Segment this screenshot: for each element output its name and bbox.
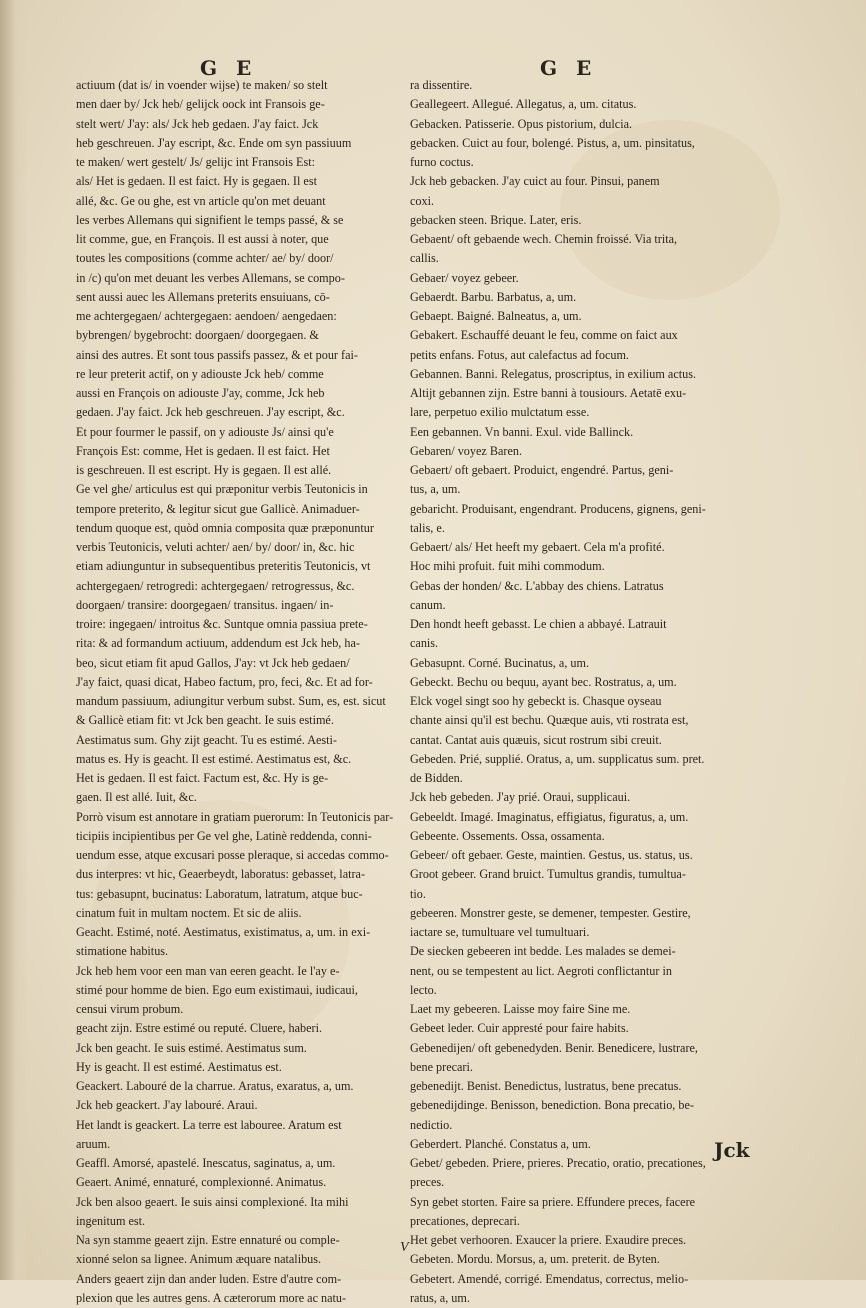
text-line: Gebaer/ voyez gebeer. bbox=[410, 270, 519, 285]
text-line: lare, perpetuo exilio mulctatum esse. bbox=[410, 405, 590, 420]
text-line: etiam adiunguntur in subsequentibus preteritis Teutonicis, vt bbox=[76, 559, 371, 574]
text-line: Jck heb geackert. J'ay labouré. Araui. bbox=[76, 1098, 258, 1113]
text-line: troire: ingegaen/ introitus &c. Suntque omnia passiua prete- bbox=[76, 617, 368, 631]
text-line: ticipiis incipientibus per Ge vel ghe, Latinè reddenda, conni- bbox=[76, 828, 372, 843]
text-line: gebacken. Cuict au four, bolengé. Pistus, a, um. pinsitatus, bbox=[410, 135, 695, 150]
text-line: canum. bbox=[410, 597, 446, 612]
text-line: Ge vel ghe/ articulus est qui præponitur verbis Teutonicis in bbox=[76, 482, 368, 497]
text-line: Laet my gebeeren. Laisse moy faire Sine me. bbox=[410, 1002, 631, 1016]
text-line: bene precari. bbox=[410, 1059, 473, 1074]
text-line: cantat. Cantat auis quæuis, sicut rostrum sibi creuit. bbox=[410, 732, 662, 747]
text-line: gebenedijt. Benist. Benedictus, lustratus, bene precatus. bbox=[410, 1079, 682, 1093]
text-line: Anders geaert zijn dan ander luden. Estre d'autre com- bbox=[76, 1271, 342, 1286]
text-line: is geschreuen. Il est escript. Hy is gegaen. Il est allé. bbox=[76, 463, 332, 477]
text-line: doorgaen/ transire: doorgegaen/ transitus. ingaen/ in- bbox=[76, 597, 334, 612]
text-line: Het is gedaen. Il est faict. Factum est, &c. Hy is ge- bbox=[76, 771, 329, 785]
text-line: Gebeet leder. Cuir appresté pour faire habits. bbox=[410, 1021, 629, 1036]
text-line: mandum passiuum, adiungitur verbum subst. Sum, es, est. sicut bbox=[76, 694, 386, 708]
text-line: toutes les compositions (comme achter/ ae/ by/ door/ bbox=[76, 251, 334, 266]
text-line: Hy is geacht. Il est estimé. Aestimatus est. bbox=[76, 1059, 282, 1074]
text-line: Porrò visum est annotare in gratiam puerorum: In Teutonicis par- bbox=[76, 809, 394, 824]
text-line: aruum. bbox=[76, 1136, 111, 1151]
text-line: censui virum probum. bbox=[76, 1002, 184, 1016]
text-line: Gebeten. Mordu. Morsus, a, um. preterit. de Byten. bbox=[410, 1252, 660, 1267]
text-line: ra dissentire. bbox=[410, 78, 473, 92]
text-line: ratus, a, um. bbox=[410, 1290, 470, 1305]
text-line: gedaen. J'ay faict. Jck heb geschreuen. J'ay escript, &c. bbox=[76, 405, 345, 420]
text-line: Groot gebeer. Grand bruict. Tumultus grandis, tumultua- bbox=[410, 867, 686, 882]
text-line: callis. bbox=[410, 251, 439, 266]
text-line: Geacht. Estimé, noté. Aestimatus, existimatus, a, um. in exi- bbox=[76, 925, 371, 939]
text-line: gebenedijdinge. Benisson, benediction. Bona precatio, be- bbox=[410, 1098, 694, 1113]
text-line: men daer by/ Jck heb/ gelijck oock int Fransois ge- bbox=[76, 97, 325, 112]
text-line: dus interpres: vt hic, Geaerbeydt, laboratus: gebasset, latra- bbox=[76, 867, 366, 882]
text-line: tio. bbox=[410, 886, 426, 901]
text-line: Geackert. Labouré de la charrue. Aratus, exaratus, a, um. bbox=[76, 1079, 354, 1093]
text-line: stimé pour homme de bien. Ego eum existimaui, iudicaui, bbox=[76, 982, 358, 997]
binding-gutter bbox=[0, 0, 28, 1280]
text-line: geacht zijn. Estre estimé ou reputé. Cluere, haberi. bbox=[76, 1021, 323, 1036]
text-line: Gebacken. Patisserie. Opus pistorium, dulcia. bbox=[410, 116, 633, 131]
text-line: uendum esse, atque excusari posse pleraque, si accedas commo- bbox=[76, 848, 389, 862]
text-line: preces. bbox=[410, 1175, 445, 1190]
text-line: re leur preterit actif, on y adiouste Jck heb/ comme bbox=[76, 366, 324, 381]
text-line: Jck heb gebacken. J'ay cuict au four. Pinsui, panem bbox=[410, 174, 660, 189]
text-line: gebacken steen. Brique. Later, eris. bbox=[410, 212, 582, 227]
text-line: allé, &c. Ge ou ghe, est vn article qu'on met deuant bbox=[76, 193, 326, 208]
text-line: sent aussi auec les Allemans preterits ensuiuans, cō- bbox=[76, 289, 330, 304]
text-line: Gebeckt. Bechu ou bequu, ayant bec. Rostratus, a, um. bbox=[410, 674, 677, 689]
text-line: Jck ben alsoo geaert. Ie suis ainsi complexioné. Ita mihi bbox=[76, 1194, 349, 1209]
catchword: Jck bbox=[714, 1138, 750, 1162]
text-line: xionné selon sa lignee. Animum æquare natalibus. bbox=[76, 1252, 322, 1267]
text-line: Gebaert/ als/ Het heeft my gebaert. Cela m'a profité. bbox=[410, 540, 665, 554]
text-line: Gebeer/ oft gebaer. Geste, maintien. Gestus, us. status, us. bbox=[410, 848, 693, 862]
text-line: Aestimatus sum. Ghy zijt geacht. Tu es estimé. Aesti- bbox=[76, 732, 337, 747]
text-line: Geaffl. Amorsé, apastelé. Inescatus, saginatus, a, um. bbox=[76, 1156, 336, 1170]
text-line: les verbes Allemans qui signifient le temps passé, & se bbox=[76, 212, 344, 227]
text-line: talis, e. bbox=[410, 520, 445, 535]
text-line: gebaricht. Produisant, engendrant. Producens, gignens, geni- bbox=[410, 501, 706, 516]
text-line: plexion que les autres gens. A cæterorum more ac natu- bbox=[76, 1290, 347, 1305]
text-line: de Bidden. bbox=[410, 771, 463, 785]
text-line: Geallegeert. Allegué. Allegatus, a, um. citatus. bbox=[410, 97, 637, 112]
text-line: Jck ben geacht. Ie suis estimé. Aestimatus sum. bbox=[76, 1040, 307, 1055]
text-line: Gebaept. Baigné. Balneatus, a, um. bbox=[410, 309, 582, 323]
text-line: ingenitum est. bbox=[76, 1213, 146, 1228]
text-line: matus es. Hy is geacht. Il est estimé. Aestimatus est, &c. bbox=[76, 751, 352, 766]
text-line: verbis Teutonicis, veluti achter/ aen/ by/ door/ in, &c. hic bbox=[76, 540, 355, 554]
text-line: actiuum (dat is/ in voender wijse) te maken/ so stelt bbox=[76, 78, 328, 92]
text-line: precationes, deprecari. bbox=[410, 1213, 520, 1228]
signature-mark: V bbox=[400, 1240, 409, 1255]
text-line: Den hondt heeft gebasst. Le chien a abbayé. Latrauit bbox=[410, 617, 667, 631]
text-line: J'ay faict, quasi dicat, Habeo factum, pro, feci, &c. Et ad for- bbox=[76, 674, 373, 689]
text-line: achtergegaen/ retrogredi: achtergegaen/ retrogressus, &c. bbox=[76, 578, 355, 593]
text-line: te maken/ wert gestelt/ Js/ gelijc int Fransois Est: bbox=[76, 155, 315, 169]
text-line: iactare se, tumultuare vel tumultuari. bbox=[410, 925, 590, 939]
running-head-left: G E bbox=[200, 56, 258, 80]
right-column bbox=[410, 76, 754, 1308]
text-line: tus, a, um. bbox=[410, 482, 461, 497]
text-line: & Gallicè etiam fit: vt Jck ben geacht. Ie suis estimé. bbox=[76, 713, 334, 728]
text-line: Na syn stamme geaert zijn. Estre ennaturé ou comple- bbox=[76, 1233, 340, 1247]
text-line: cinatum fuit in multam noctem. Et sic de aliis. bbox=[76, 905, 302, 920]
text-line: Altijt gebannen zijn. Estre banni à tousiours. Aetatē exu- bbox=[410, 386, 687, 400]
text-line: coxi. bbox=[410, 193, 435, 208]
text-line: in /c) qu'on met deuant les verbes Allemans, se compo- bbox=[76, 270, 345, 285]
text-line: stelt wert/ J'ay: als/ Jck heb gedaen. J'ay faict. Jck bbox=[76, 116, 319, 131]
text-line: Geberdert. Planché. Constatus a, um. bbox=[410, 1136, 591, 1151]
text-line: Elck vogel singt soo hy gebeckt is. Chasque oyseau bbox=[410, 694, 662, 708]
text-line: Gebenedijen/ oft gebenedyden. Benir. Benedicere, lustrare, bbox=[410, 1040, 698, 1055]
text-line: Jck heb gebeden. J'ay prié. Oraui, supplicaui. bbox=[410, 790, 631, 805]
text-line: stimatione habitus. bbox=[76, 944, 169, 959]
text-line: beo, sicut etiam fit apud Gallos, J'ay: vt Jck heb gedaen/ bbox=[76, 655, 350, 670]
text-line: rita: & ad formandum actiuum, addendum est Jck heb, ha- bbox=[76, 636, 360, 651]
text-line: petits enfans. Fotus, aut calefactus ad focum. bbox=[410, 347, 629, 362]
text-line: bybrengen/ bygebrocht: doorgaen/ doorgegaen. & bbox=[76, 328, 319, 343]
text-line: lecto. bbox=[410, 982, 437, 997]
text-line: Geaert. Animé, ennaturé, complexionné. Animatus. bbox=[76, 1175, 327, 1190]
text-line: Een gebannen. Vn banni. Exul. vide Ballinck. bbox=[410, 424, 634, 439]
text-line: Gebakert. Eschauffé deuant le feu, comme on faict aux bbox=[410, 328, 678, 343]
text-line: Het landt is geackert. La terre est labouree. Aratum est bbox=[76, 1117, 342, 1132]
text-line: François Est: comme, Het is gedaen. Il est faict. Het bbox=[76, 443, 330, 458]
text-line: Gebeden. Prié, supplié. Oratus, a, um. supplicatus sum. pret. bbox=[410, 751, 705, 766]
text-line: als/ Het is gedaen. Il est faict. Hy is gegaen. Il est bbox=[76, 174, 317, 189]
text-line: Hoc mihi profuit. fuit mihi commodum. bbox=[410, 559, 605, 574]
text-line: aussi en François on adiouste J'ay, comme, Jck heb bbox=[76, 386, 325, 400]
text-line: Gebasupnt. Corné. Bucinatus, a, um. bbox=[410, 655, 590, 670]
text-line: Gebaert/ oft gebaert. Produict, engendré. Partus, geni- bbox=[410, 463, 674, 477]
text-line: ainsi des autres. Et sont tous passifs passez, & et pour fai- bbox=[76, 347, 358, 362]
text-line: me achtergegaen/ achtergegaen: aendoen/ aengedaen: bbox=[76, 309, 337, 323]
text-line: tus: gebasupnt, bucinatus: Laboratum, latratum, atque buc- bbox=[76, 886, 363, 901]
text-line: Het gebet verhooren. Exaucer la priere. Exaudire preces. bbox=[410, 1233, 687, 1247]
text-line: Syn gebet storten. Faire sa priere. Effundere preces, facere bbox=[410, 1194, 696, 1209]
text-line: Gebaent/ oft gebaende wech. Chemin froissé. Via trita, bbox=[410, 232, 678, 246]
running-head-right: G E bbox=[540, 56, 598, 80]
text-line: tendum quoque est, quòd omnia composita quæ præponuntur bbox=[76, 520, 374, 535]
text-line: gaen. Il est allé. Iuit, &c. bbox=[76, 790, 197, 805]
text-line: nent, ou se tempestent au lict. Aegroti conflictantur in bbox=[410, 963, 672, 978]
text-line: tempore preterito, & legitur sicut gue Gallicè. Animaduer- bbox=[76, 501, 360, 516]
text-line: furno coctus. bbox=[410, 155, 474, 169]
text-line: Et pour fourmer le passif, on y adiouste Js/ ainsi qu'e bbox=[76, 424, 334, 439]
text-line: canis. bbox=[410, 636, 439, 651]
text-line: Gebetert. Amendé, corrigé. Emendatus, correctus, melio- bbox=[410, 1271, 689, 1286]
text-line: De siecken gebeeren int bedde. Les malades se demei- bbox=[410, 944, 676, 959]
text-line: lit comme, gue, en François. Il est aussi à noter, que bbox=[76, 232, 329, 246]
text-line: Gebet/ gebeden. Priere, prieres. Precatio, oratio, precationes, bbox=[410, 1156, 706, 1170]
text-line: Gebeeldt. Imagé. Imaginatus, effigiatus, figuratus, a, um. bbox=[410, 809, 689, 824]
text-line: Gebaren/ voyez Baren. bbox=[410, 443, 523, 458]
text-line: gebeeren. Monstrer geste, se demener, tempester. Gestire, bbox=[410, 905, 691, 920]
text-line: Gebas der honden/ &c. L'abbay des chiens. Latratus bbox=[410, 578, 664, 593]
left-column bbox=[76, 76, 402, 1308]
text-line: heb geschreuen. J'ay escript, &c. Ende om syn passiuum bbox=[76, 135, 352, 150]
text-line: Jck heb hem voor een man van eeren geacht. Ie l'ay e- bbox=[76, 963, 340, 978]
text-line: Gebeente. Ossements. Ossa, ossamenta. bbox=[410, 828, 605, 843]
text-line: Gebannen. Banni. Relegatus, proscriptus, in exilium actus. bbox=[410, 366, 697, 381]
text-line: Gebaerdt. Barbu. Barbatus, a, um. bbox=[410, 289, 577, 304]
text-line: nedictio. bbox=[410, 1117, 453, 1132]
text-line: chante ainsi qu'il est bechu. Quæque auis, vti rostrata est, bbox=[410, 713, 689, 728]
